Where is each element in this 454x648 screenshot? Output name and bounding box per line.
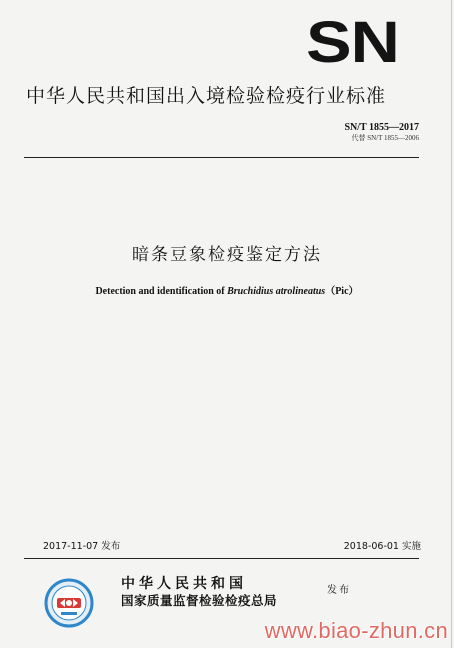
chinese-title: 暗条豆象检疫鉴定方法 [132,245,322,265]
top-divider [24,157,419,158]
issuer-agency: 国家质量监督检验检疫总局 [121,593,278,608]
english-title-species: Bruchidius atrolineatus [227,286,326,297]
english-title-suffix: （Pic） [325,286,359,297]
standard-number: SN/T 1855—2017 [344,122,419,133]
page-edge [451,0,452,648]
bottom-divider [24,558,419,559]
english-title-prefix: Detection and identification of [95,286,228,297]
implementation-date: 2018-06-01 实施 [343,541,421,552]
site-watermark: www.biao-zhun.cn [264,618,448,643]
seal-icon [44,578,94,628]
replaces-standard: 代替 SN/T 1855—2006 [351,134,419,142]
issue-date: 2017-11-07 发布 [43,541,121,552]
english-title [0,285,454,299]
sn-logo: SN [306,10,399,75]
publish-label: 发布 [327,585,351,596]
organization-title: 中华人民共和国出入境检验检疫行业标准 [26,85,387,107]
issuer-country: 中华人民共和国 [121,576,247,592]
